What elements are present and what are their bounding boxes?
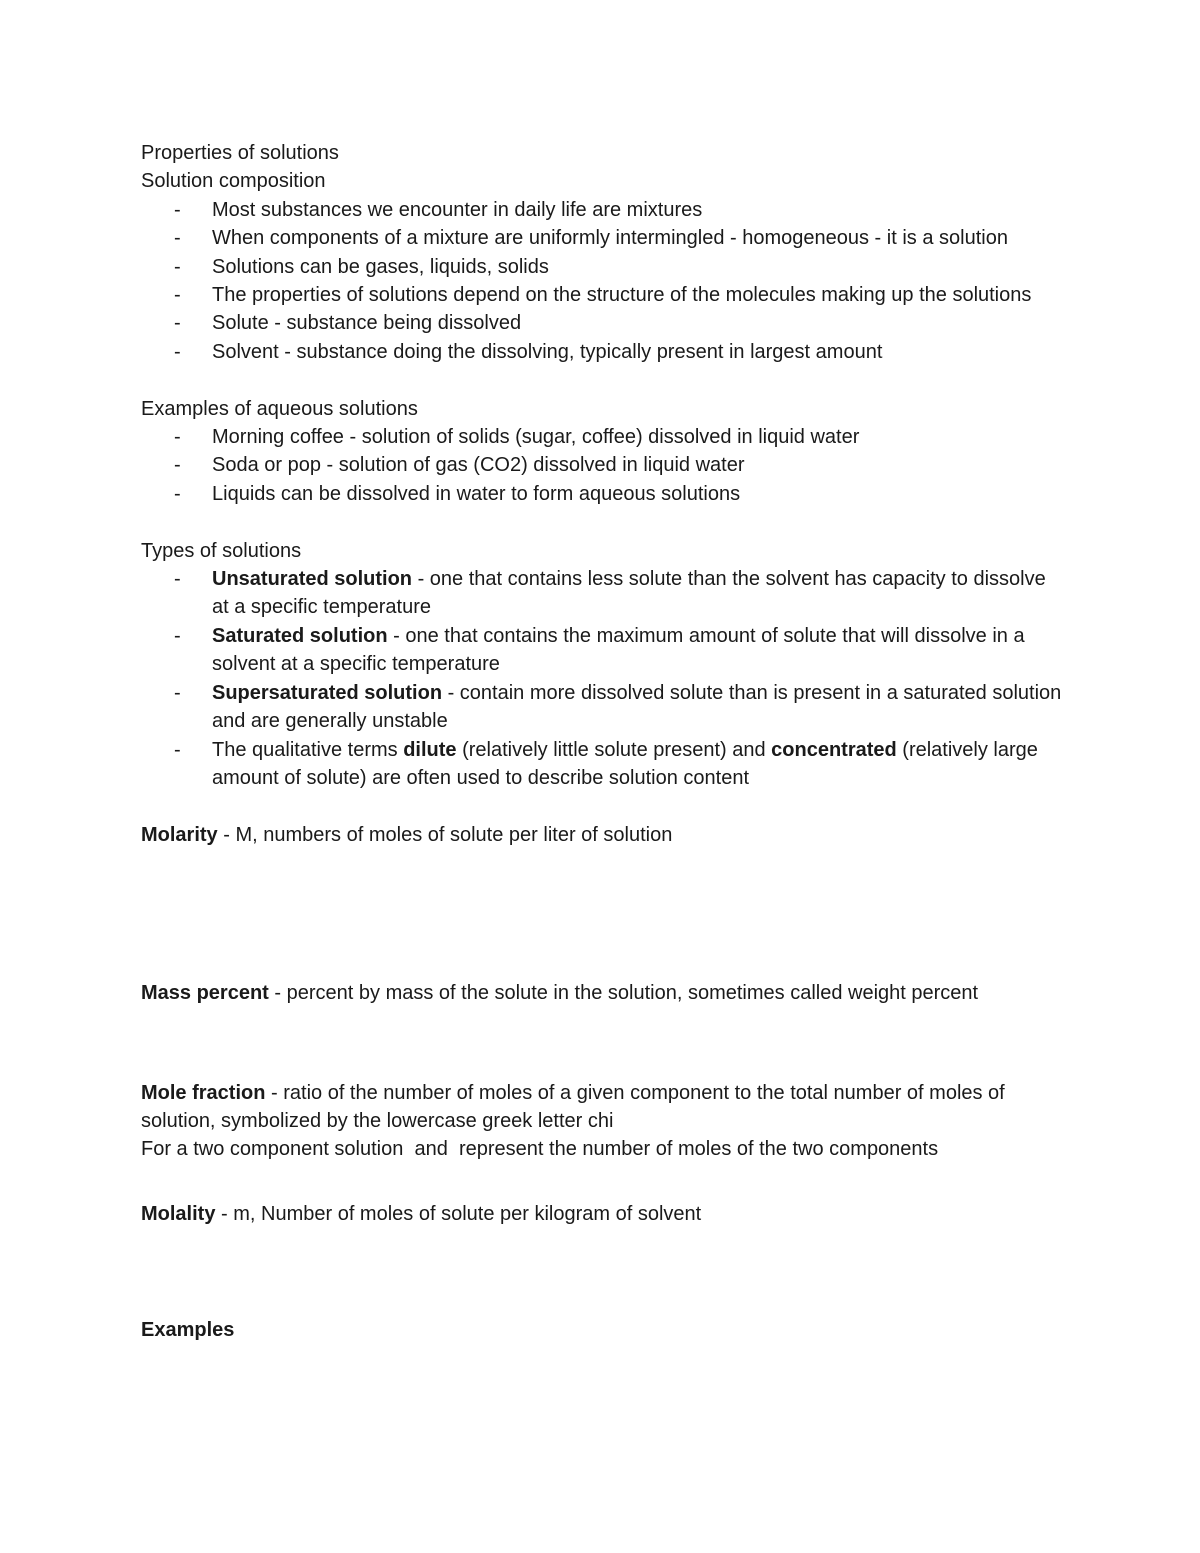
- term-supersaturated-solution: Supersaturated solution: [212, 681, 443, 704]
- aqueous-examples-list: [141, 423, 1061, 508]
- list-item: - The properties of solutions depend on the structure of the molecules making up the solutions: [141, 281, 1062, 309]
- list-item-qualitative-terms: [141, 736, 1062, 793]
- list-item: - Most substances we encounter in daily life are mixtures: [141, 196, 1062, 224]
- section-heading-types-of-solutions: Types of solutions: [141, 539, 302, 562]
- section-heading-aqueous-examples: Examples of aqueous solutions: [141, 397, 418, 420]
- solution-composition-list: [141, 196, 1061, 366]
- text-fragment: The qualitative terms: [212, 738, 404, 761]
- types-of-solutions-list: [141, 565, 1061, 792]
- term-molality: Molality: [141, 1202, 216, 1225]
- mole-fraction-definition: [141, 1079, 1056, 1136]
- term-molarity: Molarity: [141, 823, 218, 846]
- mole-fraction-note: For a two component solution and represent the number of moles of the two components: [141, 1138, 939, 1161]
- document-page: [141, 139, 1061, 1345]
- term-unsaturated-solution: Unsaturated solution: [212, 568, 413, 591]
- list-item-unsaturated: [141, 565, 1062, 622]
- definition-text: - m, Number of moles of solute per kilogram of solvent: [215, 1202, 702, 1225]
- list-item: - Liquids can be dissolved in water to form aqueous solutions: [141, 480, 1062, 508]
- list-item: - Solutions can be gases, liquids, solids: [141, 253, 1062, 281]
- list-item: - Morning coffee - solution of solids (sugar, coffee) dissolved in liquid water: [141, 423, 1062, 451]
- list-item: - Solute - substance being dissolved: [141, 309, 1062, 337]
- term-mole-fraction: Mole fraction: [141, 1081, 266, 1104]
- mass-percent-definition: [141, 979, 1061, 1007]
- definition-text: - one that contains less solute than the solvent has capacity to dissolve at a specific temperature: [212, 568, 1046, 619]
- definition-text: - contain more dissolved solute than is present in a saturated solution and are generally unstable: [212, 681, 1062, 733]
- list-item-supersaturated: [141, 679, 1062, 736]
- page-title: Properties of solutions: [141, 142, 339, 164]
- definition-text: - percent by mass of the solute in the solution, sometimes called weight percent: [268, 982, 979, 1005]
- term-concentrated: concentrated: [771, 738, 897, 761]
- term-mass-percent: Mass percent: [141, 982, 269, 1005]
- examples-heading: [141, 1316, 1061, 1344]
- molality-definition: [141, 1200, 1061, 1228]
- text-fragment: (relatively little solute present) and: [456, 738, 772, 761]
- list-item-saturated: [141, 622, 1062, 679]
- list-item: - Solvent - substance doing the dissolving, typically present in largest amount: [141, 338, 1062, 366]
- term-saturated-solution: Saturated solution: [212, 624, 388, 647]
- text-fragment: (relatively large amount of solute) are often used to describe solution content: [212, 738, 1038, 789]
- molarity-definition: [141, 821, 1061, 849]
- term-dilute: dilute: [403, 738, 457, 761]
- list-item: - Soda or pop - solution of gas (CO2) dissolved in liquid water: [141, 451, 1062, 479]
- list-item: - When components of a mixture are uniformly intermingled - homogeneous - it is a solution: [141, 224, 1062, 252]
- section-heading-solution-composition: Solution composition: [141, 170, 326, 193]
- examples-heading-text: Examples: [141, 1319, 235, 1342]
- definition-text: - M, numbers of moles of solute per liter of solution: [217, 823, 673, 846]
- definition-text: - one that contains the maximum amount of solute that will dissolve in a solvent at a specific temperature: [212, 624, 1025, 676]
- definition-text: - ratio of the number of moles of a given component to the total number of moles of solution, symbolized by the lowercase greek letter chi: [141, 1081, 1005, 1132]
